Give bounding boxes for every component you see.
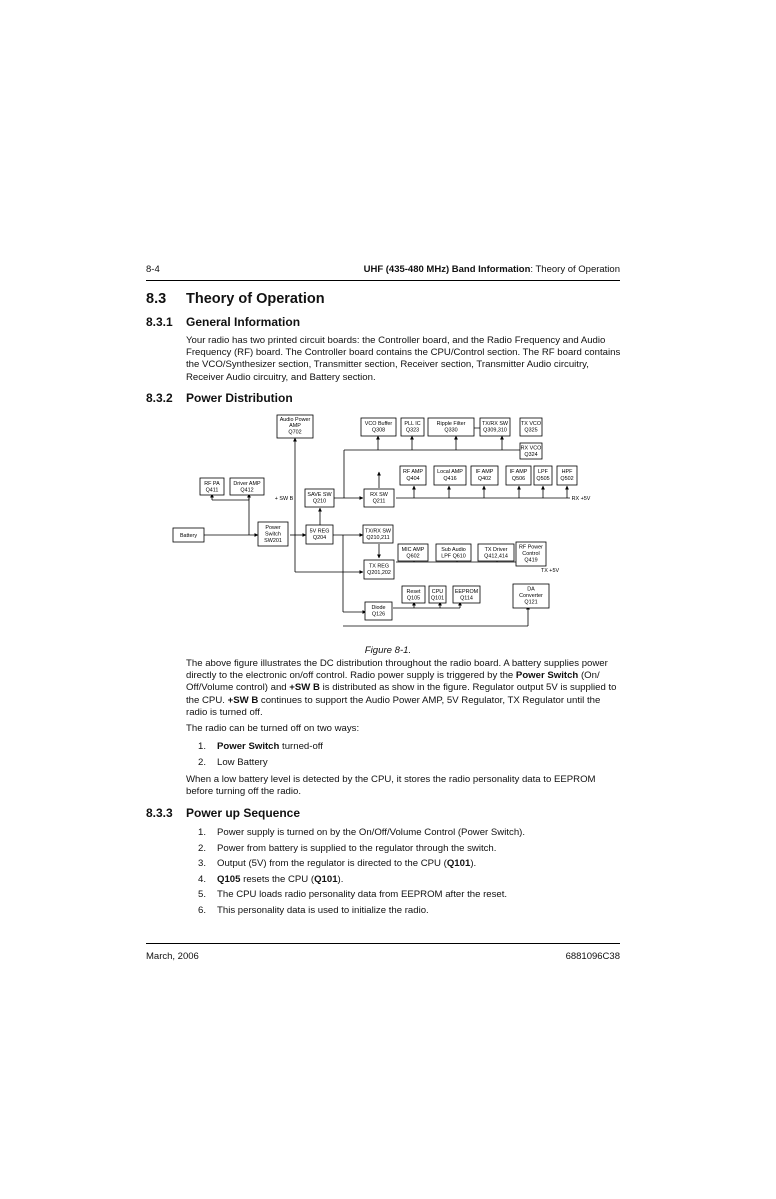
list-item: 5. The CPU loads radio personality data from EEPROM after the reset. xyxy=(198,889,508,901)
block-label: HPF xyxy=(561,469,573,475)
block-label: Audio Power xyxy=(279,417,311,423)
block-label: TX REG xyxy=(368,563,390,570)
block-label: Q121 xyxy=(524,599,538,606)
block-label: RX SW xyxy=(370,492,388,498)
list-item: 1. Power supply is turned on by the On/Off/Volume Control (Power Switch). xyxy=(198,827,526,838)
block-label: TX/RX SW xyxy=(481,421,509,427)
power-up-steps-list xyxy=(186,827,622,921)
swb-label: + SW B xyxy=(274,496,294,502)
block-label: Q325 xyxy=(524,427,538,434)
block-label: EEPROM xyxy=(454,589,479,595)
block-label: CPU xyxy=(431,589,444,595)
block-label: Q210 xyxy=(312,498,327,505)
block-label: Q324 xyxy=(524,452,538,458)
running-title-bold: UHF (435-480 MHz) Band Information xyxy=(363,264,531,275)
block-label: Ripple Filter xyxy=(436,421,466,427)
block-label: Converter xyxy=(519,593,543,599)
running-title-rest: : Theory of Operation xyxy=(530,264,620,275)
page-number: 8-4 xyxy=(146,264,160,275)
block-label: Q101 xyxy=(430,595,445,602)
block-label: Q404 xyxy=(406,476,420,482)
block-label: Q114 xyxy=(460,595,473,602)
general-paragraph: Your radio has two printed circuit boards: the Controller board, and the Radio Frequency and Audio Frequency (RF) board. The Controller board contains the CPU/Control section. The RF board contains the VCO/Synthesizer section, Transmitter section, Receiver section, Transmitter Audio circuitry, Receiver Audio circuitry, and Battery section. xyxy=(186,335,621,383)
block-label: VCO Buffer xyxy=(364,421,393,427)
list-item: 6. This personality data is used to initialize the radio. xyxy=(198,904,429,916)
figure-caption: Figure 8-1. xyxy=(364,645,412,656)
turn-off-ways-list xyxy=(186,741,622,772)
subsection-heading-power-distribution xyxy=(146,391,293,405)
tx5v-label: TX +5V xyxy=(540,568,560,574)
block-label: Q309,310 xyxy=(483,427,507,434)
subsection-title: Power Distribution xyxy=(186,391,293,405)
block-label: Q419 xyxy=(524,557,538,564)
block-label: Q502 xyxy=(560,476,574,482)
block-label: AMP xyxy=(289,423,301,429)
block-label: Q210,211 xyxy=(366,535,390,541)
block-label: Q126 xyxy=(371,611,386,618)
power-distribution-diagram xyxy=(170,408,610,640)
subsection-number: 8.3.2 xyxy=(146,391,173,405)
block-label: Q308 xyxy=(371,427,386,434)
block-label: MIC AMP xyxy=(401,547,425,553)
block-label: Q412,414 xyxy=(484,553,508,560)
subsection-heading-power-up xyxy=(146,806,300,820)
running-title xyxy=(364,264,620,275)
block-label: Switch xyxy=(265,531,281,538)
block-label: Q416 xyxy=(443,476,457,482)
block-label: SAVE SW xyxy=(307,492,332,498)
block-label: Local AMP xyxy=(437,469,463,475)
list-item: 4. Q105 resets the CPU (Q101). xyxy=(198,873,344,885)
block-label: Q702 xyxy=(288,429,302,436)
block-label: RX VCO xyxy=(520,445,542,452)
block-label: Reset xyxy=(406,589,421,595)
section-number: 8.3 xyxy=(146,291,167,307)
page-header xyxy=(146,264,620,278)
footer-doc-number: 6881096C38 xyxy=(565,951,620,962)
section-title: Theory of Operation xyxy=(186,291,325,307)
block-label: 5V REG xyxy=(309,528,330,535)
subsection-heading-general xyxy=(146,315,300,329)
block-label: Battery xyxy=(179,533,198,539)
block-label: Sub Audio xyxy=(441,547,466,553)
block-label: Driver AMP xyxy=(233,481,261,487)
block-label: RF AMP xyxy=(402,469,424,475)
subsection-title: General Information xyxy=(186,315,301,329)
block-label: Q402 xyxy=(477,476,492,482)
section-heading xyxy=(146,291,325,307)
block-label: Power xyxy=(265,525,281,531)
block-label: Q506 xyxy=(511,476,526,482)
block-label: Diode xyxy=(371,605,386,611)
list-item: 3. Output (5V) from the regulator is directed to the CPU (Q101). xyxy=(198,858,477,870)
low-battery-paragraph: When a low battery level is detected by the CPU, it stores the radio personality data to EEPROM before turning off the radio. xyxy=(186,774,596,798)
header-rule xyxy=(146,280,620,281)
block-label: IF AMP xyxy=(475,469,494,475)
block-label: TX VCO xyxy=(520,421,542,427)
footer-date: March, 2006 xyxy=(146,951,199,962)
block-label: IF AMP xyxy=(509,469,528,475)
block-label: Q330 xyxy=(444,427,458,434)
block-label: PLL IC xyxy=(404,421,421,427)
list-item: 2. Power from battery is supplied to the regulator through the switch. xyxy=(198,842,497,854)
turn-off-intro: The radio can be turned off on two ways: xyxy=(186,723,360,734)
block-label: Q204 xyxy=(312,535,327,541)
list-item: 2. Low Battery xyxy=(198,756,268,768)
block-label: Q211 xyxy=(372,498,386,505)
power-distribution-paragraph: The above figure illustrates the DC distribution throughout the radio board. A battery supplies power directly to the electronic on/off control. Radio power supply is triggered by the Power Switch (On/ Off/Volume control) and +SW B is distributed as show in the figure. Regulator output 5V is supplied to the CPU. +SW B continues to support the Audio Power AMP, 5V Regulator, TX Regulator until the radio is turned off. xyxy=(186,658,617,718)
block-label: Q323 xyxy=(405,427,420,434)
block-label: Q412 xyxy=(240,487,254,494)
rx5v-label: RX +5V xyxy=(571,496,591,502)
block-label: Control xyxy=(522,551,540,557)
block-label: DA xyxy=(527,586,535,593)
block-label: TX/RX SW xyxy=(364,528,392,535)
block-label: LPF Q610 xyxy=(441,553,466,560)
block-label: LPF xyxy=(538,469,548,475)
block-label: Q602 xyxy=(406,553,420,560)
block-label: Q201,202 xyxy=(367,570,391,576)
block-label: RF Power xyxy=(519,544,543,551)
subsection-number: 8.3.1 xyxy=(146,315,173,329)
list-item: 1. Power Switch turned-off xyxy=(198,741,323,752)
block-label: RF PA xyxy=(204,481,220,487)
block-label: Q411 xyxy=(205,487,219,494)
subsection-title: Power up Sequence xyxy=(186,806,301,820)
block-label: Q505 xyxy=(536,476,550,482)
subsection-number: 8.3.3 xyxy=(146,806,173,820)
footer-rule xyxy=(146,943,620,944)
block-label: SW201 xyxy=(264,538,282,544)
block-label: Q105 xyxy=(406,595,421,602)
block-label: TX Driver xyxy=(484,547,508,553)
